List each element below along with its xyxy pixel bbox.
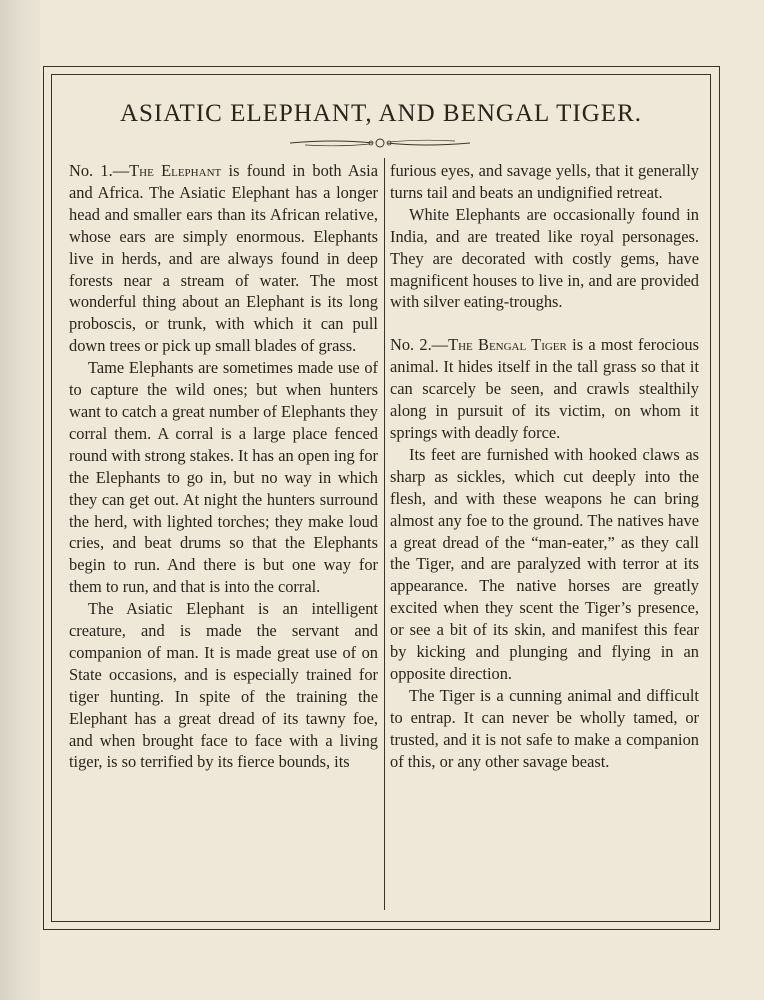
column-divider xyxy=(384,158,385,910)
paragraph-tiger-claws: Its feet are furnished with hooked claws as sharp as sickles, which cut deeply into the flesh, and with these weapons he can bring almost any foe to the ground. The natives have a great dread of the “man-eater,” as they call the Tiger, and are paralyzed with terror at its appearance. The native horses are greatly excited when they scent the Tiger’s presence, or see a bit of its skin, and manifest this fear by kicking and plunging and flying in an opposite direction. xyxy=(390,444,699,683)
page-title: ASIATIC ELEPHANT, AND BENGAL TIGER. xyxy=(119,100,642,127)
paragraph-tiger-cunning: The Tiger is a cunning animal and difficult to entrap. It can never be wholly tamed, or trusted, and it is not safe to make a companion of this, or any other savage beast. xyxy=(390,685,699,771)
paragraph-elephant-intelligent: The Asiatic Elephant is an intelligent creature, and is made the servant and companion of man. It is made great use of on State occasions, and is especially trained for tiger hunting. In spite of the training the Elephant has a great dread of its tawny foe, and when brought face to face with a living tiger, is so terrified by its fierce bounds, its xyxy=(69,599,378,772)
paragraph-elephant-corral: Tame Elephants are sometimes made use of to capture the wild ones; but when hunters want to catch a great number of Elephants they corral them. A corral is a large place fenced round with strong stakes. It has an open ing for the Elephants to go in, but no way in which they can get out. At night the hunters surround the herd, with lighted torches; they make loud cries, and beat drums so that the Elephants begin to run. And there is but one way for them to run, and that is into the corral. xyxy=(69,358,378,597)
title-ornament-flourish xyxy=(285,136,475,150)
paragraph-white-elephants: White Elephants are occasionally found in India, and are treated like royal personages. They are decorated with costly gems, have magnificent houses to live in, and are provided with silver eating-troughs. xyxy=(390,204,699,312)
paragraph-elephant-intro: No. 1.—The Elephant is found in both Asia and Africa. The Asiatic Elephant has a longer head and smaller ears than its African relative, whose ears are simply enormous. Elephants live in herds, and are always found in deep forests near a stream of water. The most wonderful thing about an Elephant is its long proboscis, or trunk, with which it can pull down trees or pick up small blades of grass. xyxy=(69,161,378,356)
paragraph-tiger-intro: No. 2.—The Bengal Tiger is a most ferocious animal. It hides itself in the tall grass so that it can scarcely be seen, and crawls stealthily along in pursuit of its victim, on whom it springs with deadly force. xyxy=(390,335,699,442)
section-heading-elephant: The Elephant xyxy=(129,161,222,180)
paragraph-elephant-retreat: furious eyes, and savage yells, that it generally turns tail and beats an undignified retreat. xyxy=(390,161,699,202)
section-heading-tiger: The Bengal Tiger xyxy=(448,335,567,355)
left-text-column xyxy=(69,160,378,773)
book-spine-edge xyxy=(0,0,40,1000)
right-text-column xyxy=(390,160,699,772)
